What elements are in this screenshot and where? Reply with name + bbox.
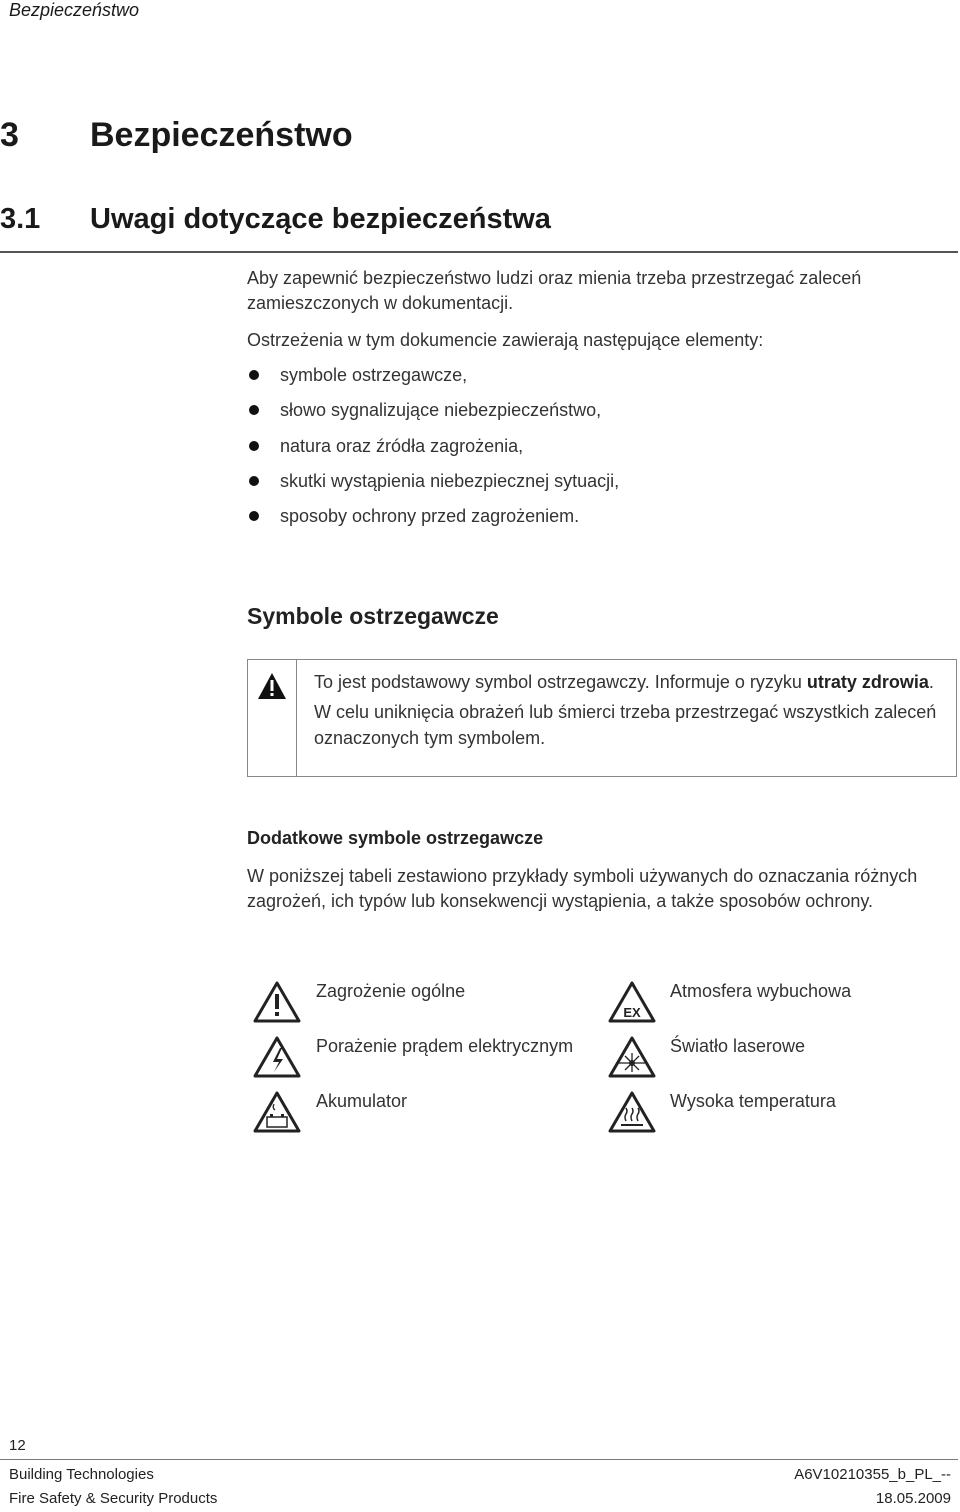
footer-company: Building Technologies bbox=[9, 1466, 154, 1483]
explosive-atmosphere-icon bbox=[607, 980, 657, 1024]
general-warning-icon bbox=[252, 980, 302, 1024]
basic-symbol-line1 bbox=[314, 669, 946, 695]
basic-symbol-line2: W celu uniknięcia obrażeń lub śmierci trzeba przestrzegać wszystkich zaleceń oznaczonych tym symbolem. bbox=[314, 702, 937, 748]
footer-document-id: A6V10210355_b_PL_-- bbox=[794, 1466, 951, 1483]
section-title: Uwagi dotyczące bezpieczeństwa bbox=[90, 203, 551, 235]
hot-surface-icon bbox=[607, 1090, 657, 1134]
section-rule bbox=[0, 251, 958, 253]
section-heading bbox=[0, 203, 551, 236]
symbol-label-laser: Światło laserowe bbox=[670, 1036, 806, 1056]
extra-symbols-paragraph: W poniższej tabeli zestawiono przykłady symboli używanych do oznaczania różnych zagrożeń, ich typów lub konsekwencji wystąpienia, a także sposobów ochrony. bbox=[247, 866, 918, 911]
symbol-label-general: Zagrożenie ogólne bbox=[316, 981, 466, 1001]
intro-paragraph: Aby zapewnić bezpieczeństwo ludzi oraz mienia trzeba przestrzegać zaleceń zamieszczonych w dokumentacji. bbox=[247, 268, 862, 313]
line1-text: To jest podstawowy symbol ostrzegawczy. Informuje o ryzyku bbox=[314, 672, 807, 692]
basic-symbol-text bbox=[314, 669, 946, 751]
symbol-label-hot: Wysoka temperatura bbox=[670, 1091, 836, 1111]
chapter-title: Bezpieczeństwo bbox=[90, 116, 353, 154]
footer-rule bbox=[0, 1459, 958, 1460]
line1-bold: utraty zdrowia bbox=[806, 672, 929, 692]
basic-symbol-cell bbox=[248, 660, 297, 776]
list-item: skutki wystąpienia niebezpiecznej sytuacji, bbox=[247, 470, 619, 505]
laser-icon bbox=[607, 1035, 657, 1079]
extra-symbols-heading: Dodatkowe symbole ostrzegawcze bbox=[247, 828, 544, 848]
list-item: symbole ostrzegawcze, bbox=[247, 364, 619, 399]
ex-icon-text: EX bbox=[623, 1005, 641, 1020]
basic-symbol-box bbox=[247, 659, 957, 777]
battery-icon bbox=[252, 1090, 302, 1134]
list-item: słowo sygnalizujące niebezpieczeństwo, bbox=[247, 399, 619, 434]
list-item: natura oraz źródła zagrożenia, bbox=[247, 435, 619, 470]
symbols-heading: Symbole ostrzegawcze bbox=[247, 603, 499, 629]
footer-division: Fire Safety & Security Products bbox=[9, 1490, 218, 1507]
symbol-label-electric: Porażenie prądem elektrycznym bbox=[316, 1036, 574, 1056]
list-item: sposoby ochrony przed zagrożeniem. bbox=[247, 505, 619, 540]
section-number: 3.1 bbox=[0, 203, 41, 235]
footer-date: 18.05.2009 bbox=[875, 1490, 951, 1507]
page-number: 12 bbox=[9, 1437, 26, 1454]
line1-end: . bbox=[928, 672, 934, 692]
chapter-heading bbox=[0, 116, 353, 155]
warning-elements-list bbox=[247, 364, 619, 540]
warnings-intro: Ostrzeżenia w tym dokumencie zawierają następujące elementy: bbox=[247, 330, 764, 350]
electric-shock-icon bbox=[252, 1035, 302, 1079]
chapter-number: 3 bbox=[0, 116, 19, 154]
symbol-label-battery: Akumulator bbox=[316, 1091, 408, 1111]
warning-triangle-icon bbox=[257, 672, 287, 700]
symbol-label-explosive: Atmosfera wybuchowa bbox=[670, 981, 852, 1001]
running-header: Bezpieczeństwo bbox=[9, 0, 140, 20]
